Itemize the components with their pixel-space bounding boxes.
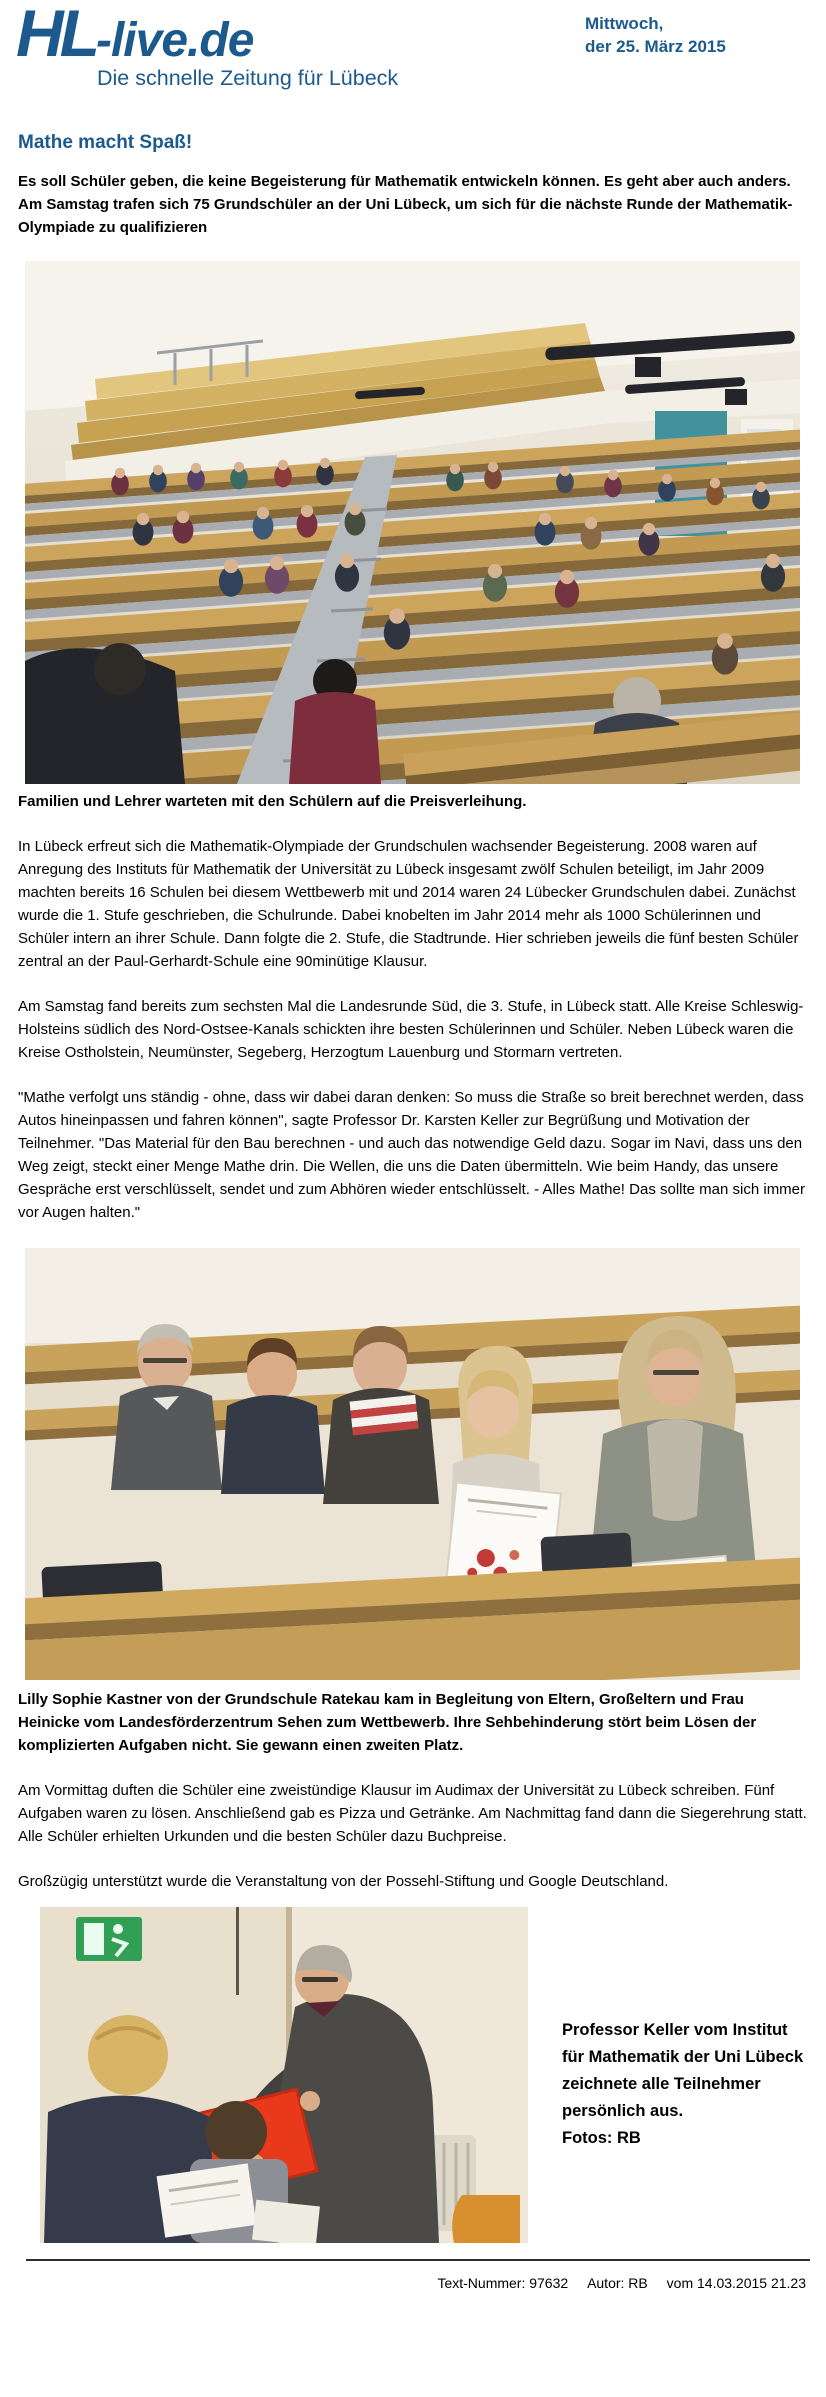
exit-sign-icon xyxy=(76,1917,142,1961)
logo-hl-text: HL xyxy=(16,0,96,70)
photo3-caption-text: Professor Keller vom Institut für Mathematik der Uni Lübeck zeichnete alle Teilnehmer persönlich aus. xyxy=(562,2021,804,2120)
paragraph-1: In Lübeck erfreut sich die Mathematik-Olympiade der Grundschulen wachsender Begeisterung. 2008 waren auf Anregung des Instituts für Mathematik der Universität zu Lübeck insgesamt zwölf Schulen beteiligt, im Jahr 2009 machten bereits 16 Schulen bei diesem Wettbewerb mit und 2014 waren 24 Lübecker Grundschulen dabei. Zunächst wurde die 1. Stufe geschrieben, die Schulrunde. Dabei knobelten im Jahr 2014 mehr als 1000 Schülerinnen und Schüler intern an ihrer Schule. Dann folgte die 2. Stufe, die Stadtrunde. Hier schrieben jeweils die fünf besten Schüler zentral an der Paul-Gerhardt-Schule eine 90minütige Klausur. xyxy=(18,838,799,970)
photo3-section xyxy=(40,1907,826,2243)
site-header xyxy=(0,0,826,106)
photo-credit: Fotos: RB xyxy=(562,2129,641,2147)
photo-family-group-image xyxy=(25,1248,800,1680)
photo-award-ceremony xyxy=(40,1907,528,2243)
photo-family-group xyxy=(25,1248,800,1680)
article-title: Mathe macht Spaß! xyxy=(18,132,193,153)
article-intro: Es soll Schüler geben, die keine Begeisterung für Mathematik entwickeln können. Es geht aber auch anders. Am Samstag trafen sich 75 Grundschüler an der Uni Lübeck, um sich für die nächste Runde der Mathematik-Olympiade zu qualifizieren xyxy=(18,173,793,236)
photo-lecture-hall-image xyxy=(25,261,800,784)
paragraph-5: Großzügig unterstützt wurde die Veranstaltung von der Possehl-Stiftung und Google Deutschland. xyxy=(18,1873,669,1890)
issue-date-weekday: Mittwoch, xyxy=(585,14,664,33)
photo-award-ceremony-image xyxy=(40,1907,528,2243)
paragraph-3: "Mathe verfolgt uns ständig - ohne, dass wir dabei daran denken: So muss die Straße so breit berechnet werden, dass Autos hineinpassen und fahren können", sagte Professor Dr. Karsten Keller zur Begrüßung und Motivation der Teilnehmer. "Das Material für den Bau berechnen - und auch das notwendige Geld dazu. Sogar im Navi, dass uns den Weg zeigt, steckt einer Menge Mathe drin. Die Wellen, die uns die Daten übermitteln. Wie beim Handy, das unsere Gespräche erst verschlüsselt, sendet und zum Abhören wieder entschlüsselt. - Alles Mathe! Das sollte man sich immer vor Augen halten." xyxy=(18,1089,806,1221)
photo2-caption: Lilly Sophie Kastner von der Grundschule Ratekau kam in Begleitung von Eltern, Großeltern und Frau Heinicke vom Landesförderzentrum Sehen zum Wettbewerb. Ihre Sehbehinderung stört beim Lösen der komplizierten Aufgaben nicht. Sie gewann einen zweiten Platz. xyxy=(18,1691,757,1754)
photo3-caption xyxy=(562,2017,804,2152)
paragraph-4: Am Vormittag duften die Schüler eine zweistündige Klausur im Audimax der Universität zu Lübeck schreiben. Fünf Aufgaben waren zu lösen. Anschließend gab es Pizza und Getränke. Am Nachmittag fand dann die Siegerehrung statt. Alle Schüler erhielten Urkunden und die besten Schüler dazu Buchpreise. xyxy=(18,1782,807,1845)
issue-date xyxy=(585,12,726,58)
site-logo[interactable] xyxy=(16,0,254,70)
text-number: Text-Nummer: 97632 xyxy=(437,2275,569,2291)
photo-lecture-hall xyxy=(25,261,800,784)
paragraph-2: Am Samstag fand bereits zum sechsten Mal die Landesrunde Süd, die 3. Stufe, in Lübeck statt. Alle Kreise Schleswig-Holsteins südlich des Nord-Ostsee-Kanals schickten ihre besten Schülerinnen und Schüler. Neben Lübeck waren die Kreise Ostholstein, Neumünster, Segeberg, Herzogtum Lauenburg und Stormarn vertreten. xyxy=(18,998,804,1061)
publish-date: vom 14.03.2015 21.23 xyxy=(666,2275,806,2291)
author: Autor: RB xyxy=(587,2275,648,2291)
orange-chair xyxy=(452,2195,520,2243)
site-tagline: Die schnelle Zeitung für Lübeck xyxy=(97,66,399,90)
logo-live-text: -live.de xyxy=(95,14,254,67)
issue-date-full: der 25. März 2015 xyxy=(585,37,726,56)
footer-divider xyxy=(26,2259,810,2261)
article-meta xyxy=(0,2274,806,2292)
photo1-caption: Familien und Lehrer warteten mit den Schülern auf die Preisverleihung. xyxy=(18,793,527,810)
